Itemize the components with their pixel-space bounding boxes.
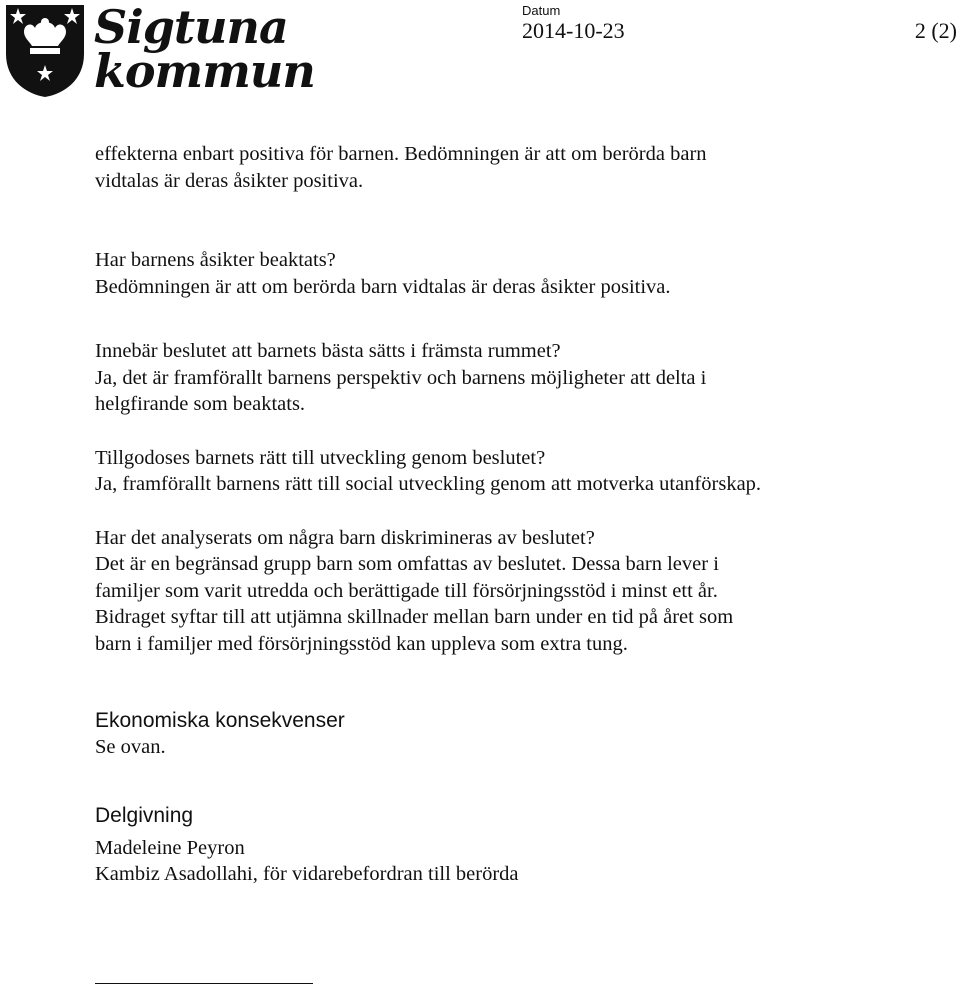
paragraph-line: vidtalas är deras åsikter positiva. [95,169,364,192]
paragraph-line: Bidraget syftar till att utjämna skillnader mellan barn under en tid på året som [95,606,734,628]
logo-name-line2: kommun [94,44,315,98]
date-label: Datum [522,3,561,18]
sigtuna-kommun-logo [2,0,315,98]
paragraph-line: Det är en begränsad grupp barn som omfattas av beslutet. Dessa barn lever i [95,553,719,575]
paragraph-line: barn i familjer med försörjningsstöd kan uppleva som extra tung. [95,632,628,655]
paragraph-line: effekterna enbart positiva för barnen. Bedömningen är att om berörda barn [95,143,707,165]
paragraph-line: Ja, det är framförallt barnens perspektiv och barnens möjligheter att delta i [95,366,707,389]
recipient-line: Kambiz Asadollahi, för vidarebefordran till berörda [95,863,519,885]
question-line: Har det analyserats om några barn diskrimineras av beslutet? [95,526,595,549]
signature-line [95,983,313,984]
section-text-economics: Se ovan. [95,736,166,758]
coat-of-arms-icon [2,2,92,98]
document-body [95,141,935,888]
paragraph-line: familjer som varit utredda och berättigade till försörjningsstöd i minst ett år. [95,579,718,602]
section-heading-delivery: Delgivning [95,803,194,827]
document-date: 2014-10-23 [522,18,625,43]
logo-name-line1: Sigtuna [94,0,288,54]
question-line: Har barnens åsikter beaktats? [95,249,336,271]
recipient-line: Madeleine Peyron [95,836,245,859]
question-line: Tillgodoses barnets rätt till utveckling genom beslutet? [95,446,546,469]
section-heading-economics: Ekonomiska konsekvenser [95,709,345,732]
paragraph-line: helgfirande som beaktats. [95,393,306,415]
paragraph-line: Ja, framförallt barnens rätt till social utveckling genom att motverka utanförskap. [95,473,762,495]
question-line: Innebär beslutet att barnets bästa sätts i främsta rummet? [95,340,561,362]
paragraph-line: Bedömningen är att om berörda barn vidtalas är deras åsikter positiva. [95,275,671,298]
page-number: 2 (2) [914,18,957,43]
